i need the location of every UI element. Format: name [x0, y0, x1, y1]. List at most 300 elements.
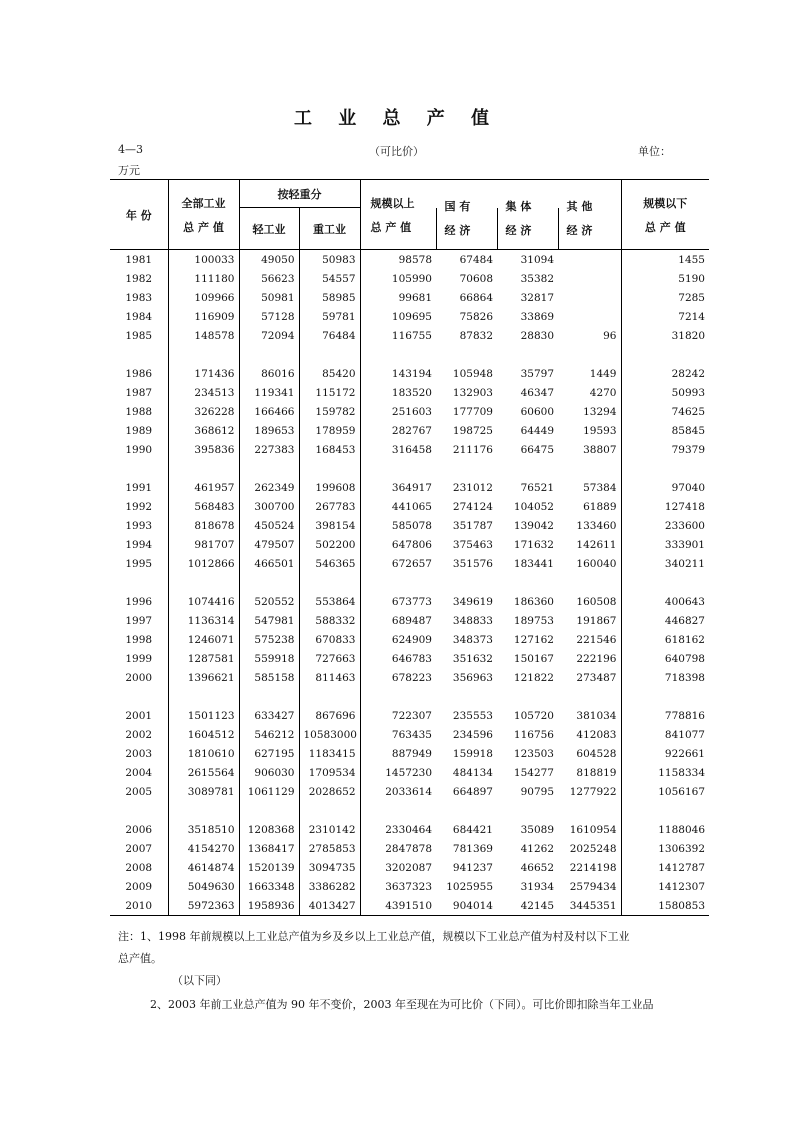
spacer-cell: [168, 345, 239, 364]
value-cell: 624909: [360, 630, 436, 649]
value-cell: 981707: [168, 535, 239, 554]
value-cell: 5049630: [168, 877, 239, 896]
value-cell: 300700: [239, 497, 299, 516]
value-cell: 121822: [513, 671, 554, 684]
value-cell: 42145: [497, 896, 558, 916]
value-cell: 198725: [452, 424, 493, 437]
value-cell: 647806: [360, 535, 436, 554]
year-cell: 1994: [125, 538, 153, 551]
value-cell: 368612: [168, 421, 239, 440]
spacer-cell: [360, 345, 436, 364]
value-cell: 922661: [621, 744, 709, 763]
spacer-cell: [497, 573, 558, 592]
value-cell: 166466: [239, 402, 299, 421]
value-cell: 70608: [459, 272, 493, 285]
value-cell: 1246071: [168, 630, 239, 649]
table-row: [110, 611, 709, 630]
value-cell: 19593: [583, 424, 617, 437]
value-cell: 348833: [452, 614, 493, 627]
header-light-heavy-group: 按轻重分: [239, 180, 360, 208]
industrial-output-table: [110, 179, 709, 916]
value-cell: 1061129: [239, 782, 299, 801]
value-cell: 466501: [239, 554, 299, 573]
value-cell: 90795: [520, 785, 554, 798]
value-cell: 479507: [239, 535, 299, 554]
value-cell: 1158334: [621, 763, 709, 782]
value-cell: 189653: [239, 421, 299, 440]
value-cell: 222196: [576, 652, 617, 665]
value-cell: 221546: [576, 633, 617, 646]
group-spacer: [110, 801, 709, 820]
value-cell: 150167: [513, 652, 554, 665]
value-cell: 1074416: [168, 592, 239, 611]
value-cell: 2214198: [569, 861, 617, 874]
value-cell: 4154270: [168, 839, 239, 858]
value-cell: 66475: [520, 443, 554, 456]
value-cell: 941237: [452, 861, 493, 874]
value-cell: 546212: [239, 725, 299, 744]
table-row: [110, 858, 709, 877]
value-cell: 3518510: [168, 820, 239, 839]
year-cell: 1982: [125, 272, 153, 285]
value-cell: 763435: [360, 725, 436, 744]
value-cell: 183520: [360, 383, 436, 402]
value-cell: [558, 288, 621, 307]
value-cell: 56623: [239, 269, 299, 288]
year-cell: 1992: [125, 500, 153, 513]
value-cell: 1287581: [168, 649, 239, 668]
spacer-cell: [239, 573, 299, 592]
value-cell: 398154: [299, 516, 360, 535]
value-cell: 1396621: [168, 668, 239, 687]
value-cell: 66864: [459, 291, 493, 304]
table-row: [110, 364, 709, 383]
value-cell: 31094: [520, 253, 554, 266]
value-cell: 58985: [299, 288, 360, 307]
value-cell: 76484: [299, 326, 360, 345]
value-cell: 841077: [621, 725, 709, 744]
spacer-cell: [299, 573, 360, 592]
value-cell: 111180: [168, 269, 239, 288]
value-cell: 340211: [621, 554, 709, 573]
value-cell: 326228: [168, 402, 239, 421]
value-cell: 282767: [360, 421, 436, 440]
value-cell: 395836: [168, 440, 239, 459]
value-cell: 54557: [299, 269, 360, 288]
spacer-cell: [497, 459, 558, 478]
value-cell: 678223: [360, 668, 436, 687]
value-cell: 28242: [621, 364, 709, 383]
year-cell: 2001: [125, 709, 153, 722]
year-cell: 2006: [125, 823, 153, 836]
value-cell: 1958936: [239, 896, 299, 916]
group-spacer: [110, 687, 709, 706]
value-cell: 673773: [360, 592, 436, 611]
table-row: [110, 896, 709, 916]
value-cell: 2785853: [299, 839, 360, 858]
value-cell: 105990: [360, 269, 436, 288]
value-cell: 1277922: [569, 785, 617, 798]
value-cell: 1580853: [621, 896, 709, 916]
table-row: [110, 592, 709, 611]
value-cell: 333901: [621, 535, 709, 554]
spacer-cell: [110, 345, 168, 364]
value-cell: 351576: [452, 557, 493, 570]
value-cell: 57384: [583, 481, 617, 494]
year-cell: 1988: [125, 405, 153, 418]
table-row: [110, 706, 709, 725]
header-state-economy: 国 有 经 济: [436, 198, 497, 240]
spacer-cell: [239, 687, 299, 706]
value-cell: 3445351: [558, 896, 621, 916]
value-cell: [558, 250, 621, 270]
value-cell: 50981: [239, 288, 299, 307]
value-cell: 13294: [583, 405, 617, 418]
year-cell: 2004: [125, 766, 153, 779]
value-cell: 123503: [513, 747, 554, 760]
spacer-cell: [360, 801, 436, 820]
table-row: [110, 440, 709, 459]
spacer-cell: [168, 459, 239, 478]
value-cell: 1208368: [239, 820, 299, 839]
spacer-cell: [497, 801, 558, 820]
spacer-cell: [360, 573, 436, 592]
value-cell: 105720: [513, 709, 554, 722]
value-cell: 132903: [452, 386, 493, 399]
value-cell: 585158: [239, 668, 299, 687]
value-cell: 60600: [520, 405, 554, 418]
value-cell: 160508: [576, 595, 617, 608]
value-cell: 575238: [239, 630, 299, 649]
value-cell: 1368417: [239, 839, 299, 858]
spacer-cell: [558, 459, 621, 478]
value-cell: 74625: [621, 402, 709, 421]
value-cell: [558, 307, 621, 326]
table-row: [110, 763, 709, 782]
spacer-cell: [239, 345, 299, 364]
value-cell: 2330464: [360, 820, 436, 839]
spacer-cell: [436, 459, 497, 478]
year-cell: 2002: [125, 728, 153, 741]
spacer-cell: [558, 573, 621, 592]
value-cell: 356963: [452, 671, 493, 684]
value-cell: 1520139: [239, 858, 299, 877]
value-cell: 1610954: [569, 823, 617, 836]
value-cell: 1306392: [621, 839, 709, 858]
table-row: [110, 668, 709, 687]
value-cell: 348373: [452, 633, 493, 646]
value-cell: 2025248: [569, 842, 617, 855]
value-cell: 5190: [621, 269, 709, 288]
value-cell: 2028652: [299, 782, 360, 801]
value-cell: 41262: [520, 842, 554, 855]
value-cell: 1663348: [239, 877, 299, 896]
year-cell: 1999: [125, 652, 153, 665]
table-row: [110, 782, 709, 801]
value-cell: 633427: [239, 706, 299, 725]
value-cell: 159918: [452, 747, 493, 760]
year-cell: 1995: [125, 557, 153, 570]
value-cell: 159782: [299, 402, 360, 421]
table-row: [110, 744, 709, 763]
value-cell: 2579434: [569, 880, 617, 893]
value-cell: 64449: [520, 424, 554, 437]
page-title: 工 业 总 产 值: [293, 108, 500, 129]
value-cell: 142611: [576, 538, 617, 551]
value-cell: 273487: [576, 671, 617, 684]
value-cell: 4614874: [168, 858, 239, 877]
value-cell: 351632: [452, 652, 493, 665]
spacer-cell: [558, 345, 621, 364]
value-cell: 1412307: [621, 877, 709, 896]
value-cell: 7285: [621, 288, 709, 307]
spacer-cell: [299, 459, 360, 478]
value-cell: 96: [603, 329, 617, 342]
spacer-cell: [110, 687, 168, 706]
note-line-1: 注：1、1998 年前规模以上工业总产值为乡及乡以上工业总产值，规模以下工业总产值为村及村以下工业: [118, 930, 630, 943]
table-row: [110, 497, 709, 516]
value-cell: 251603: [360, 402, 436, 421]
group-spacer: [110, 345, 709, 364]
value-cell: 235553: [452, 709, 493, 722]
value-cell: 450524: [239, 516, 299, 535]
value-cell: 171436: [168, 364, 239, 383]
value-cell: 199608: [299, 478, 360, 497]
value-cell: 375463: [452, 538, 493, 551]
value-cell: 887949: [360, 744, 436, 763]
value-cell: 116756: [513, 728, 554, 741]
header-collective-economy: 集 体 经 济: [497, 198, 558, 240]
value-cell: 546365: [299, 554, 360, 573]
value-cell: 160040: [576, 557, 617, 570]
value-cell: 57128: [239, 307, 299, 326]
value-cell: 502200: [299, 535, 360, 554]
value-cell: 109966: [168, 288, 239, 307]
table-row: [110, 269, 709, 288]
value-cell: 1810610: [168, 744, 239, 763]
value-cell: 61889: [583, 500, 617, 513]
table-row: [110, 839, 709, 858]
spacer-cell: [360, 687, 436, 706]
note-line-3: （以下同）: [172, 974, 227, 987]
value-cell: 3089781: [168, 782, 239, 801]
value-cell: 351787: [452, 519, 493, 532]
year-cell: 2009: [125, 880, 153, 893]
note-line-4: 2、2003 年前工业总产值为 90 年不变价，2003 年至现在为可比价（下同）。可比价即扣除当年工业品: [150, 998, 654, 1011]
spacer-cell: [497, 345, 558, 364]
value-cell: 2033614: [360, 782, 436, 801]
value-cell: 1709534: [299, 763, 360, 782]
value-cell: 672657: [360, 554, 436, 573]
value-cell: 85845: [621, 421, 709, 440]
value-cell: 28830: [520, 329, 554, 342]
value-cell: 274124: [452, 500, 493, 513]
spacer-cell: [168, 573, 239, 592]
year-cell: 1990: [125, 443, 153, 456]
year-cell: 1984: [125, 310, 153, 323]
year-cell: 2005: [125, 785, 153, 798]
spacer-cell: [239, 801, 299, 820]
value-cell: 234596: [452, 728, 493, 741]
value-cell: 718398: [621, 668, 709, 687]
value-cell: 627195: [239, 744, 299, 763]
year-cell: 1993: [125, 519, 153, 532]
value-cell: 400643: [621, 592, 709, 611]
table-row: [110, 820, 709, 839]
year-cell: 2010: [110, 896, 168, 916]
value-cell: 3637323: [360, 877, 436, 896]
value-cell: 1188046: [621, 820, 709, 839]
header-above-scale-output: 规模以上 总 产 值: [360, 180, 436, 250]
value-cell: 119341: [239, 383, 299, 402]
value-cell: 35797: [520, 367, 554, 380]
value-cell: 76521: [520, 481, 554, 494]
table-code: 4—3: [118, 143, 143, 156]
value-cell: 127162: [513, 633, 554, 646]
value-cell: 778816: [621, 706, 709, 725]
value-cell: 811463: [299, 668, 360, 687]
value-cell: 46652: [520, 861, 554, 874]
table-row: [110, 478, 709, 497]
spacer-cell: [239, 459, 299, 478]
value-cell: 133460: [576, 519, 617, 532]
value-cell: 100033: [168, 250, 239, 270]
table-row: [110, 307, 709, 326]
spacer-cell: [436, 573, 497, 592]
value-cell: 154277: [513, 766, 554, 779]
year-cell: 1997: [125, 614, 153, 627]
value-cell: 1412787: [621, 858, 709, 877]
value-cell: 211176: [452, 443, 493, 456]
table-row: [110, 288, 709, 307]
table-row: [110, 535, 709, 554]
value-cell: 262349: [239, 478, 299, 497]
header-heavy-industry: 重工业: [299, 208, 360, 250]
value-cell: 75826: [459, 310, 493, 323]
value-cell: 3386282: [299, 877, 360, 896]
value-cell: 1455: [621, 250, 709, 270]
value-cell: [558, 269, 621, 288]
value-cell: 87832: [459, 329, 493, 342]
value-cell: 604528: [576, 747, 617, 760]
value-cell: 59781: [299, 307, 360, 326]
table-row: [110, 516, 709, 535]
value-cell: 105948: [452, 367, 493, 380]
value-cell: 684421: [452, 823, 493, 836]
spacer-cell: [621, 345, 709, 364]
value-cell: 116755: [360, 326, 436, 345]
value-cell: 818678: [168, 516, 239, 535]
value-cell: 412083: [576, 728, 617, 741]
value-cell: 446827: [621, 611, 709, 630]
value-cell: 178959: [299, 421, 360, 440]
value-cell: 553864: [299, 592, 360, 611]
value-cell: 904014: [436, 896, 497, 916]
value-cell: 867696: [299, 706, 360, 725]
value-cell: 7214: [621, 307, 709, 326]
value-cell: 33869: [520, 310, 554, 323]
value-cell: 49050: [239, 250, 299, 270]
value-cell: 234513: [168, 383, 239, 402]
year-cell: 2008: [125, 861, 153, 874]
spacer-cell: [436, 345, 497, 364]
unit-value: 万元: [118, 164, 140, 177]
value-cell: 139042: [513, 519, 554, 532]
value-cell: 233600: [621, 516, 709, 535]
spacer-cell: [621, 801, 709, 820]
value-cell: 50983: [299, 250, 360, 270]
value-cell: 31820: [621, 326, 709, 345]
year-cell: 2003: [125, 747, 153, 760]
year-cell: 1991: [125, 481, 153, 494]
value-cell: 585078: [360, 516, 436, 535]
table-row: [110, 725, 709, 744]
value-cell: 50993: [621, 383, 709, 402]
value-cell: 67484: [459, 253, 493, 266]
note-line-2: 总产值。: [118, 952, 162, 965]
value-cell: 316458: [360, 440, 436, 459]
price-basis-note: （可比价）: [369, 145, 424, 158]
spacer-cell: [558, 801, 621, 820]
value-cell: 46347: [520, 386, 554, 399]
group-spacer: [110, 459, 709, 478]
spacer-cell: [621, 573, 709, 592]
table-row: [110, 630, 709, 649]
spacer-cell: [621, 687, 709, 706]
value-cell: 781369: [452, 842, 493, 855]
value-cell: 568483: [168, 497, 239, 516]
value-cell: 588332: [299, 611, 360, 630]
value-cell: 189753: [513, 614, 554, 627]
table-row: [110, 383, 709, 402]
value-cell: 559918: [239, 649, 299, 668]
value-cell: 171632: [513, 538, 554, 551]
value-cell: 2310142: [299, 820, 360, 839]
value-cell: 484134: [452, 766, 493, 779]
group-spacer: [110, 573, 709, 592]
value-cell: 4391510: [360, 896, 436, 916]
unit-label: 单位：: [638, 145, 671, 158]
value-cell: 79379: [621, 440, 709, 459]
spacer-cell: [110, 573, 168, 592]
value-cell: 727663: [299, 649, 360, 668]
value-cell: 1136314: [168, 611, 239, 630]
value-cell: 1025955: [446, 880, 493, 893]
year-cell: 2007: [125, 842, 153, 855]
table-row: [110, 250, 709, 270]
year-cell: 1986: [125, 367, 153, 380]
value-cell: 520552: [239, 592, 299, 611]
value-cell: 722307: [360, 706, 436, 725]
spacer-cell: [436, 687, 497, 706]
year-cell: 1998: [125, 633, 153, 646]
value-cell: 1457230: [360, 763, 436, 782]
table-body: [110, 250, 709, 916]
value-cell: 1449: [589, 367, 617, 380]
value-cell: 186360: [513, 595, 554, 608]
spacer-cell: [299, 801, 360, 820]
header-light-industry: 轻工业: [239, 208, 299, 250]
value-cell: 104052: [513, 500, 554, 513]
value-cell: 2615564: [168, 763, 239, 782]
value-cell: 99681: [360, 288, 436, 307]
value-cell: 86016: [239, 364, 299, 383]
value-cell: 10583000: [299, 725, 360, 744]
spacer-cell: [558, 687, 621, 706]
value-cell: 35089: [520, 823, 554, 836]
value-cell: 177709: [452, 405, 493, 418]
year-cell: 1981: [125, 253, 153, 266]
